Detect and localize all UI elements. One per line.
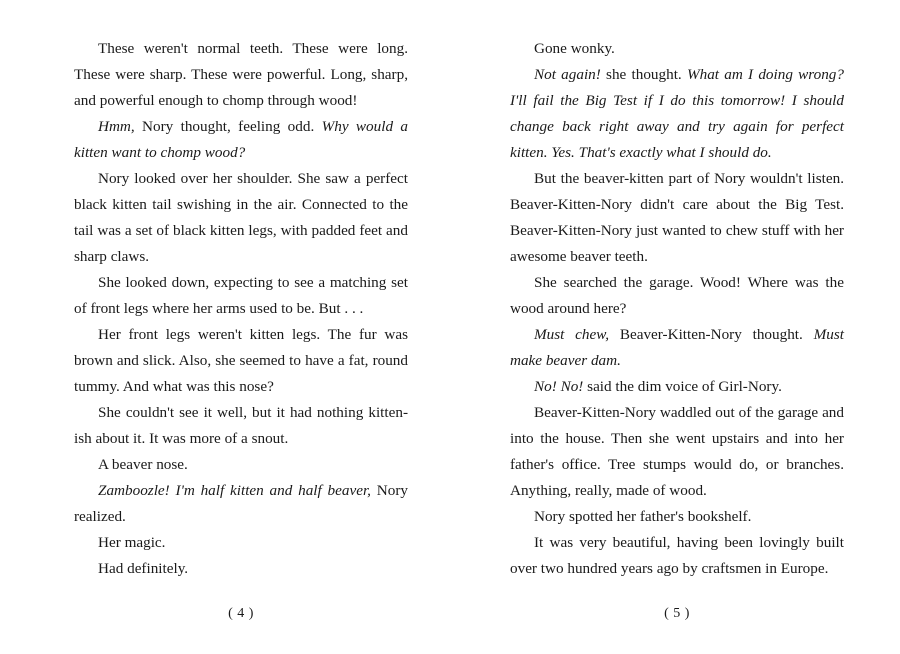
- italic-text: What am I doing wrong? I'll fail the Big Test if I do this tomorrow! I should change back right away and try again for perfect kitten. Yes. That's exactly what I should do.: [510, 66, 844, 161]
- paragraph: [510, 374, 844, 400]
- text-run: It was very beautiful, having been lovingly built over two hundred years ago by craftsmen in Europe.: [510, 534, 844, 577]
- text-run: Had definitely.: [98, 560, 189, 577]
- text-run: She couldn't see it well, but it had nothing kittenish about it. It was more of a snout.: [74, 404, 408, 447]
- text-run: she thought.: [600, 66, 687, 83]
- italic-text: Zamboozle! I'm half kitten and half beaver,: [98, 482, 371, 499]
- paragraph: [510, 166, 844, 270]
- paragraph: [510, 530, 844, 582]
- paragraph: [74, 452, 408, 478]
- text-run: These weren't normal teeth. These were long. These were sharp. These were powerful. Long, sharp, and powerful enough to chomp through wood!: [74, 40, 408, 109]
- paragraph: [74, 114, 408, 166]
- text-run: Her magic.: [98, 534, 166, 551]
- paragraph: [74, 36, 408, 114]
- text-run: Nory thought, feeling odd.: [134, 118, 322, 135]
- paragraph: [74, 530, 408, 556]
- text-run: Gone wonky.: [534, 40, 615, 57]
- paragraph: [74, 556, 408, 582]
- text-run: Her front legs weren't kitten legs. The fur was brown and slick. Also, she seemed to have a fat, round tummy. And what was this nose?: [74, 326, 408, 395]
- italic-text: No! No!: [534, 378, 584, 395]
- text-run: Beaver-Kitten-Nory waddled out of the garage and into the house. Then she went upstairs and into her father's office. Tree stumps would do, or branches. Anything, really, made of wood.: [510, 404, 844, 499]
- text-run: said the dim voice of Girl-Nory.: [583, 378, 782, 395]
- text-run: Beaver-Kitten-Nory thought.: [609, 326, 814, 343]
- right-page-text: [510, 36, 844, 582]
- text-run: But the beaver-kitten part of Nory wouldn't listen. Beaver-Kitten-Nory didn't care about the Big Test. Beaver-Kitten-Nory just wanted to chew stuff with her awesome beaver teeth.: [510, 170, 844, 265]
- text-run: Nory realized.: [74, 482, 408, 525]
- paragraph: [510, 322, 844, 374]
- text-run: A beaver nose.: [98, 456, 188, 473]
- text-run: She looked down, expecting to see a matching set of front legs where her arms used to be. But . . .: [74, 274, 408, 317]
- paragraph: [74, 322, 408, 400]
- paragraph: [510, 504, 844, 530]
- paragraph: [74, 478, 408, 530]
- left-page-text: [74, 36, 408, 582]
- italic-text: Must chew,: [534, 326, 610, 343]
- italic-text: Hmm,: [98, 118, 135, 135]
- paragraph: [510, 36, 844, 62]
- text-run: Nory looked over her shoulder. She saw a perfect black kitten tail swishing in the air. Connected to the tail was a set of black kitten legs, with padded feet and sharp claws.: [74, 170, 408, 265]
- paragraph: [510, 62, 844, 166]
- paragraph: [74, 270, 408, 322]
- paragraph: [510, 400, 844, 504]
- text-run: She searched the garage. Wood! Where was the wood around here?: [510, 274, 844, 317]
- text-run: Nory spotted her father's bookshelf.: [534, 508, 752, 525]
- italic-text: Must make beaver dam.: [510, 326, 844, 369]
- paragraph: [74, 166, 408, 270]
- paragraph: [74, 400, 408, 452]
- italic-text: Not again!: [534, 66, 601, 83]
- page-number-left: ( 4 ): [228, 606, 254, 621]
- italic-text: Why would a kitten want to chomp wood?: [74, 118, 408, 161]
- paragraph: [510, 270, 844, 322]
- page-number-right: ( 5 ): [664, 606, 690, 621]
